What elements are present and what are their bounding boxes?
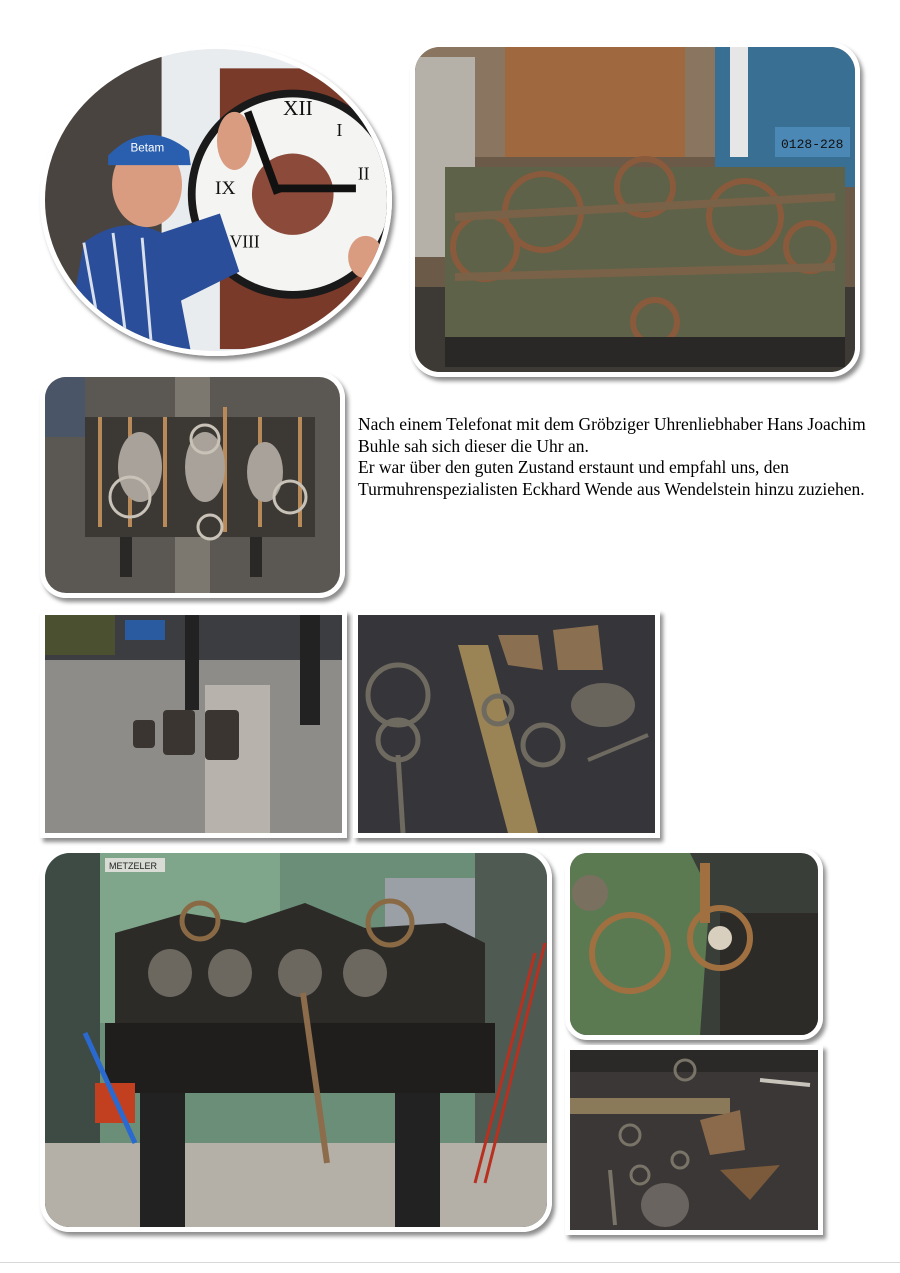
photo-parts-table xyxy=(565,1045,823,1235)
svg-text:XII: XII xyxy=(283,95,313,120)
svg-text:II: II xyxy=(357,163,370,184)
photo-clockwork-overhead xyxy=(40,372,345,598)
text-paragraph-2: Er war über den guten Zustand erstaunt und empfahl uns, den Turmuhrenspezialisten Eckhard Wende aus Wendelstein hinzu zuziehen. xyxy=(358,457,865,499)
cap-logo-text: Betam xyxy=(130,141,165,155)
text-block xyxy=(358,414,868,500)
svg-text:IX: IX xyxy=(215,178,236,200)
photo-clockwork-front xyxy=(40,848,552,1232)
photo-gears-closeup xyxy=(565,848,823,1040)
photo-clockwork-workshop xyxy=(410,42,860,377)
svg-text:VIII: VIII xyxy=(229,231,260,252)
text-paragraph-1: Nach einem Telefonat mit dem Gröbziger Uhrenliebhaber Hans Joachim Buhle sah sich dieser die Uhr an. xyxy=(358,414,866,456)
photo-clock-weights xyxy=(40,610,347,838)
svg-text:I: I xyxy=(336,120,343,141)
cart-label-text: 0128-228 xyxy=(781,137,844,152)
footer-divider xyxy=(0,1262,900,1263)
photo-man-with-clock xyxy=(40,44,392,356)
cabinet-label-text: METZELER xyxy=(109,861,158,871)
photo-disassembled-parts xyxy=(353,610,660,838)
